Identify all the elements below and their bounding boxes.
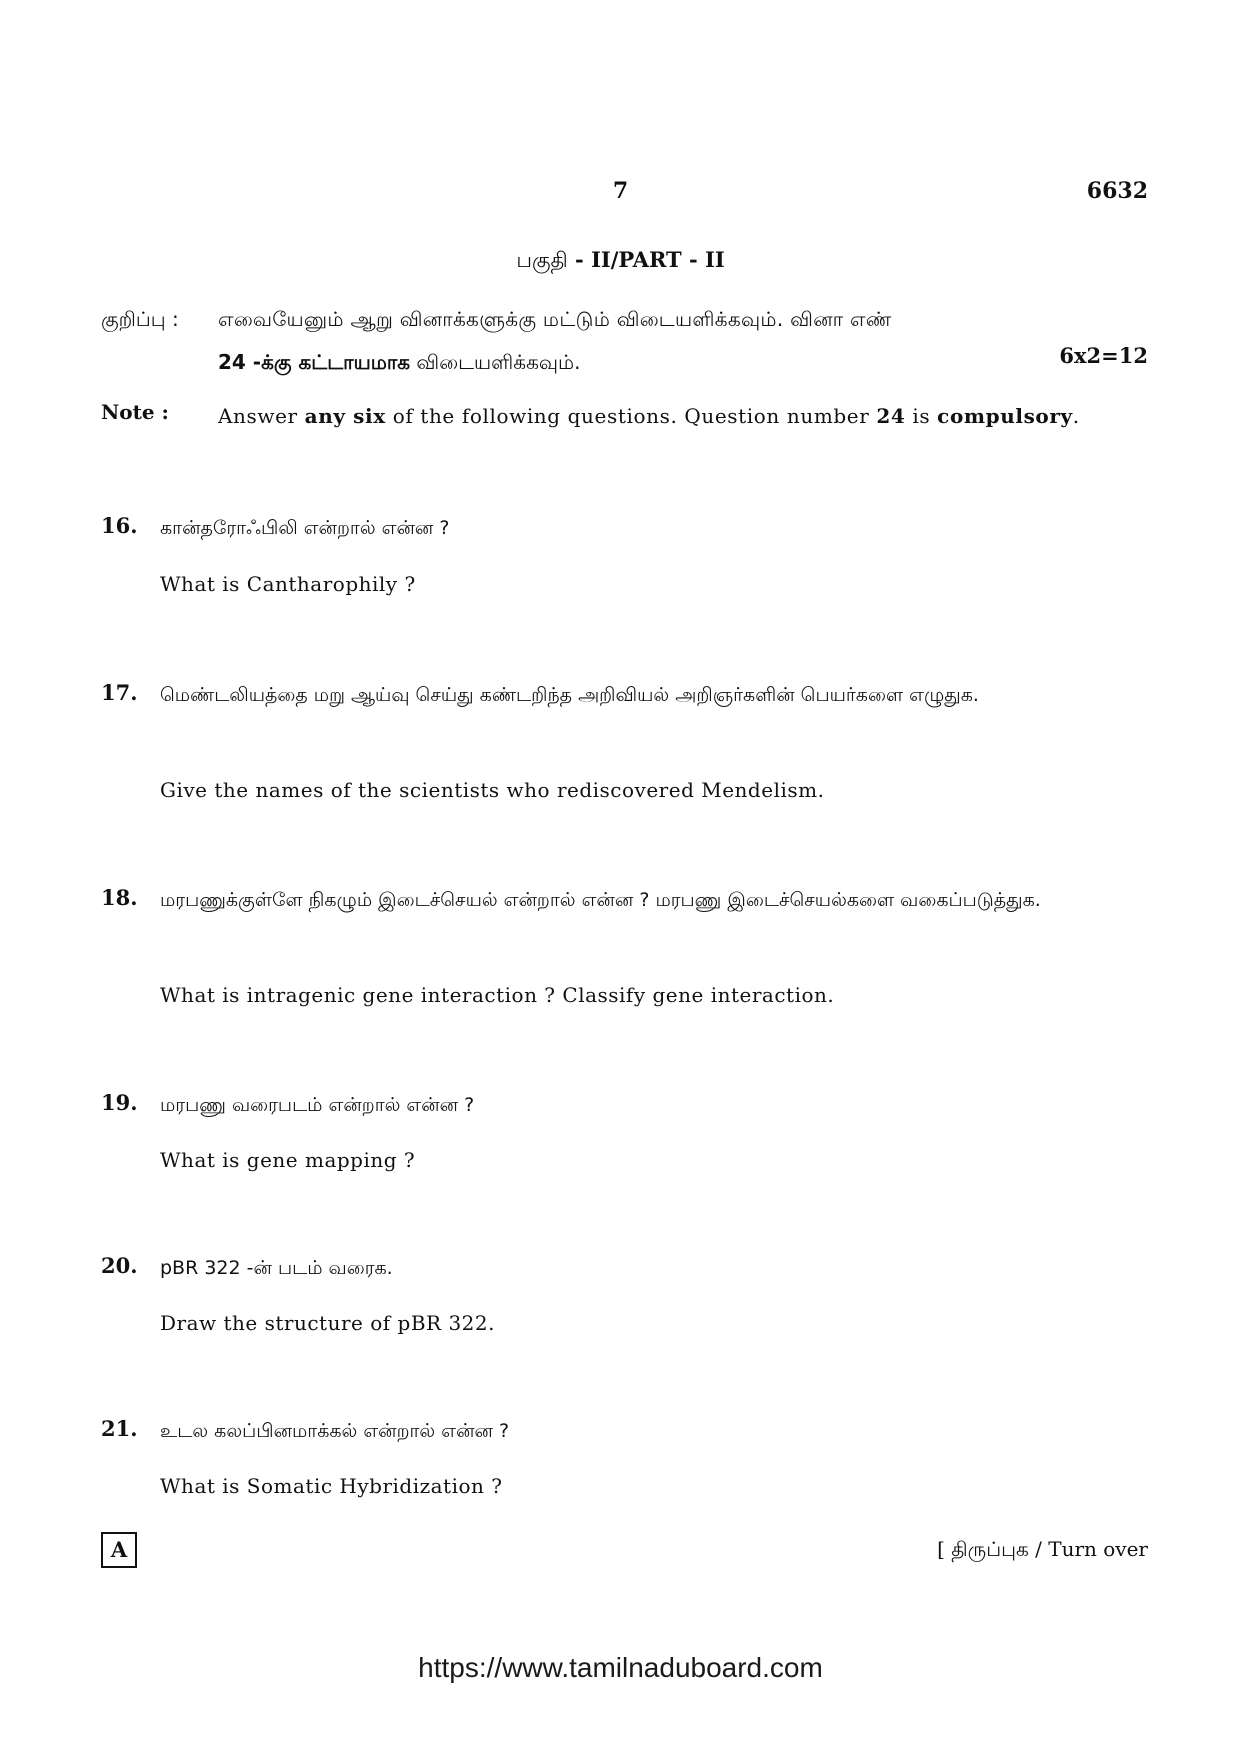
question-number: 18. <box>101 885 138 910</box>
footer-url[interactable]: https://www.tamilnaduboard.com <box>418 1652 823 1683</box>
question-number: 17. <box>101 680 138 705</box>
question-tamil: உடல கலப்பினமாக்கல் என்றால் என்ன ? <box>160 1420 510 1442</box>
question-tamil: மரபணுக்குள்ளே நிகழும் இடைச்செயல் என்றால் என்ன ? மரபணு இடைச்செயல்களை வகைப்படுத்துக. <box>160 889 1041 911</box>
note-english-text <box>218 400 1098 432</box>
question-tamil: மரபணு வரைபடம் என்றால் என்ன ? <box>160 1094 475 1116</box>
turn-over-english: / Turn over <box>1028 1537 1148 1561</box>
question-english: What is Somatic Hybridization ? <box>160 1474 503 1498</box>
question-english: What is intragenic gene interaction ? Classify gene interaction. <box>160 983 835 1007</box>
question-english: Give the names of the scientists who rediscovered Mendelism. <box>160 778 825 802</box>
page-number: 7 <box>612 178 629 204</box>
note-any-six: any six <box>304 404 386 428</box>
question-number: 16. <box>101 513 138 538</box>
part-title-english: - II/PART - II <box>567 247 725 272</box>
question-english: Draw the structure of pBR 322. <box>160 1311 495 1335</box>
note-english-label: Note : <box>101 400 169 424</box>
note-text-part: Answer <box>218 404 305 428</box>
question-tamil: கான்தரோஃபிலி என்றால் என்ன ? <box>160 517 450 539</box>
paper-code: 6632 <box>1086 178 1148 204</box>
question-number: 19. <box>101 1090 138 1115</box>
note-tamil-line2 <box>218 350 580 377</box>
question-tamil: pBR 322 -ன் படம் வரைக. <box>160 1257 393 1279</box>
series-box: A <box>101 1532 137 1568</box>
note-tamil-label: குறிப்பு : <box>101 307 179 331</box>
note-question-number: 24 <box>876 404 906 428</box>
note-tamil-line2-rest: விடையளிக்கவும். <box>410 350 581 374</box>
question-english: What is gene mapping ? <box>160 1148 416 1172</box>
question-number: 21. <box>101 1416 138 1441</box>
note-tamil-line1: எவையேனும் ஆறு வினாக்களுக்கு மட்டும் விடையளிக்கவும். வினா எண் <box>218 307 892 331</box>
note-tamil-compulsory: 24 -க்கு கட்டாயமாக <box>218 350 411 374</box>
question-tamil: மெண்டலியத்தை மறு ஆய்வு செய்து கண்டறிந்த அறிவியல் அறிஞர்களின் பெயர்களை எழுதுக. <box>160 684 979 706</box>
note-text-part: of the following questions. Question number <box>385 404 877 428</box>
turn-over-bracket: [ <box>937 1537 952 1561</box>
note-text-part: . <box>1072 404 1080 428</box>
part-title-tamil: பகுதி <box>516 248 568 272</box>
part-title <box>0 247 1241 275</box>
question-number: 20. <box>101 1253 138 1278</box>
note-compulsory: compulsory <box>937 404 1073 428</box>
marks-allocation: 6x2=12 <box>1059 343 1148 368</box>
turn-over-tamil: திருப்புக <box>951 1537 1029 1561</box>
note-text-part: is <box>905 404 938 428</box>
question-english: What is Cantharophily ? <box>160 572 416 596</box>
turn-over-note <box>937 1537 1148 1564</box>
